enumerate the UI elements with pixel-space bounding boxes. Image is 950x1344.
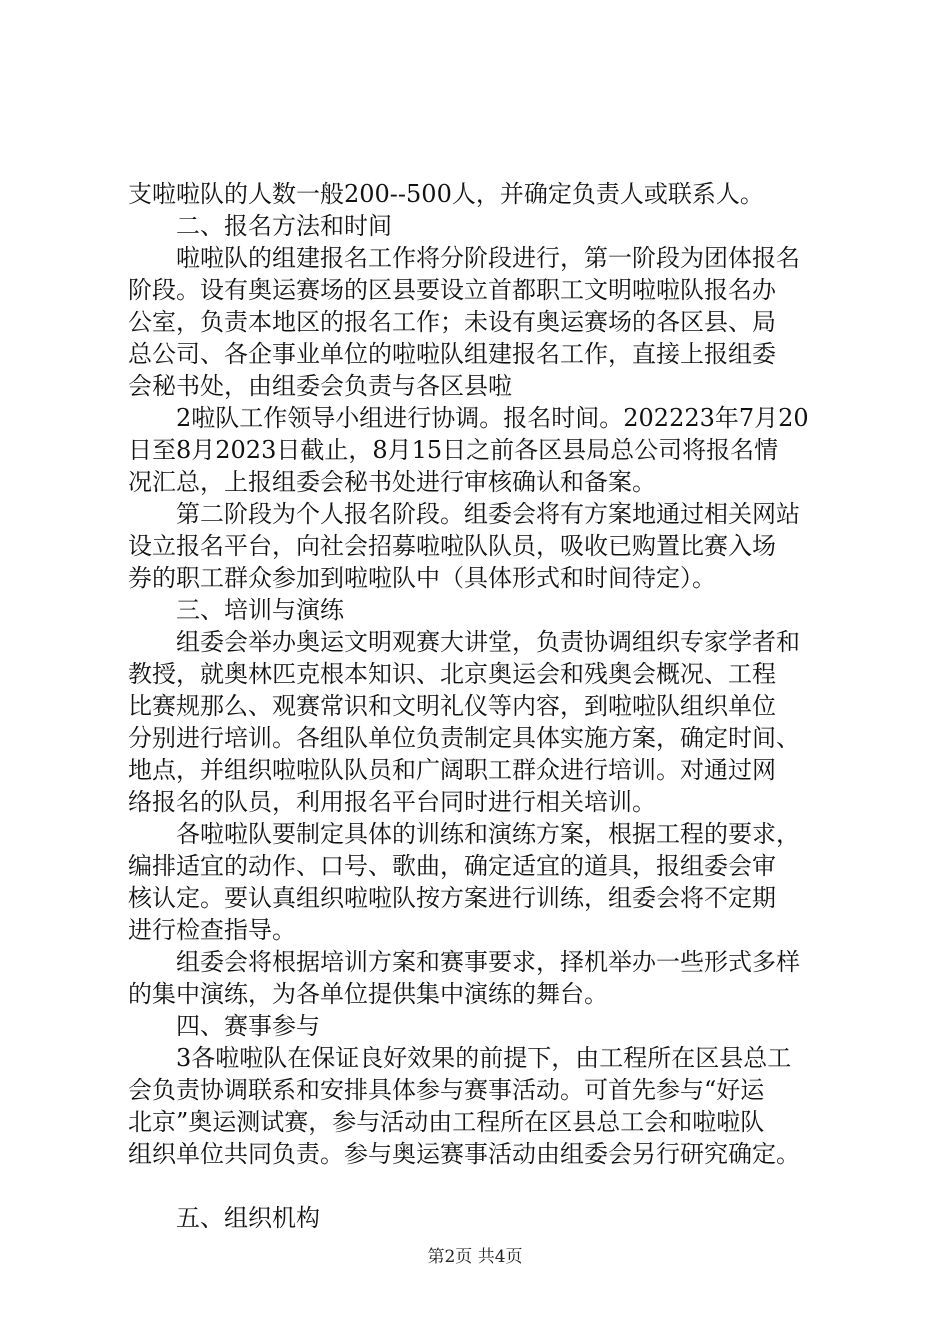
text-line: 支啦啦队的人数一般200--500人，并确定负责人或联系人。	[128, 180, 764, 208]
text-line: 组织单位共同负责。参与奥运赛事活动由组委会另行研究确定。	[128, 1140, 800, 1168]
text-line: 啦啦队的组建报名工作将分阶段进行，第一阶段为团体报名	[176, 244, 800, 272]
text-line: 券的职工群众参加到啦啦队中（具体形式和时间待定）。	[128, 564, 716, 592]
page-number-footer: 第2页 共4页	[427, 1247, 523, 1267]
text-line: 各啦啦队要制定具体的训练和演练方案，根据工程的要求，	[176, 820, 800, 848]
blank-line	[128, 1170, 840, 1202]
text-line: 第二阶段为个人报名阶段。组委会将有方案地通过相关网站	[176, 500, 800, 528]
section-heading: 二、报名方法和时间	[176, 212, 392, 240]
section-heading: 五、组织机构	[176, 1204, 320, 1232]
text-line: 2啦队工作领导小组进行协调。报名时间。202223年7月20	[176, 404, 809, 432]
text-line: 设立报名平台，向社会招募啦啦队队员，吸收已购置比赛入场	[128, 532, 776, 560]
text-line: 组委会举办奥运文明观赛大讲堂，负责协调组织专家学者和	[176, 628, 800, 656]
text-line: 的集中演练，为各单位提供集中演练的舞台。	[128, 980, 608, 1008]
text-line: 3各啦啦队在保证良好效果的前提下，由工程所在区县总工	[176, 1044, 792, 1072]
text-line: 公室，负责本地区的报名工作；未设有奥运赛场的各区县、局	[128, 308, 776, 336]
text-line: 络报名的队员，利用报名平台同时进行相关培训。	[128, 788, 656, 816]
section-heading: 四、赛事参与	[176, 1012, 320, 1040]
text-line: 阶段。设有奥运赛场的区县要设立首都职工文明啦啦队报名办	[128, 276, 776, 304]
text-line: 日至8月2023日截止，8月15日之前各区县局总公司将报名情	[128, 436, 779, 464]
text-line: 况汇总，上报组委会秘书处进行审核确认和备案。	[128, 468, 656, 496]
document-body	[128, 178, 840, 1234]
text-line: 组委会将根据培训方案和赛事要求，择机举办一些形式多样	[176, 948, 800, 976]
text-line: 核认定。要认真组织啦啦队按方案进行训练，组委会将不定期	[128, 884, 776, 912]
text-line: 会负责协调联系和安排具体参与赛事活动。可首先参与“好运	[128, 1076, 765, 1104]
text-line: 比赛规那么、观赛常识和文明礼仪等内容，到啦啦队组织单位	[128, 692, 776, 720]
text-line: 进行检查指导。	[128, 916, 296, 944]
text-line: 编排适宜的动作、口号、歌曲，确定适宜的道具，报组委会审	[128, 852, 776, 880]
text-line: 总公司、各企事业单位的啦啦队组建报名工作，直接上报组委	[128, 340, 776, 368]
text-line: 地点，并组织啦啦队队员和广阔职工群众进行培训。对通过网	[128, 756, 776, 784]
text-line: 分别进行培训。各组队单位负责制定具体实施方案，确定时间、	[128, 724, 800, 752]
text-line: 教授，就奥林匹克根本知识、北京奥运会和残奥会概况、工程	[128, 660, 776, 688]
text-line: 北京”奥运测试赛，参与活动由工程所在区县总工会和啦啦队	[128, 1108, 765, 1136]
text-line: 会秘书处，由组委会负责与各区县啦	[128, 372, 512, 400]
section-heading: 三、培训与演练	[176, 596, 344, 624]
